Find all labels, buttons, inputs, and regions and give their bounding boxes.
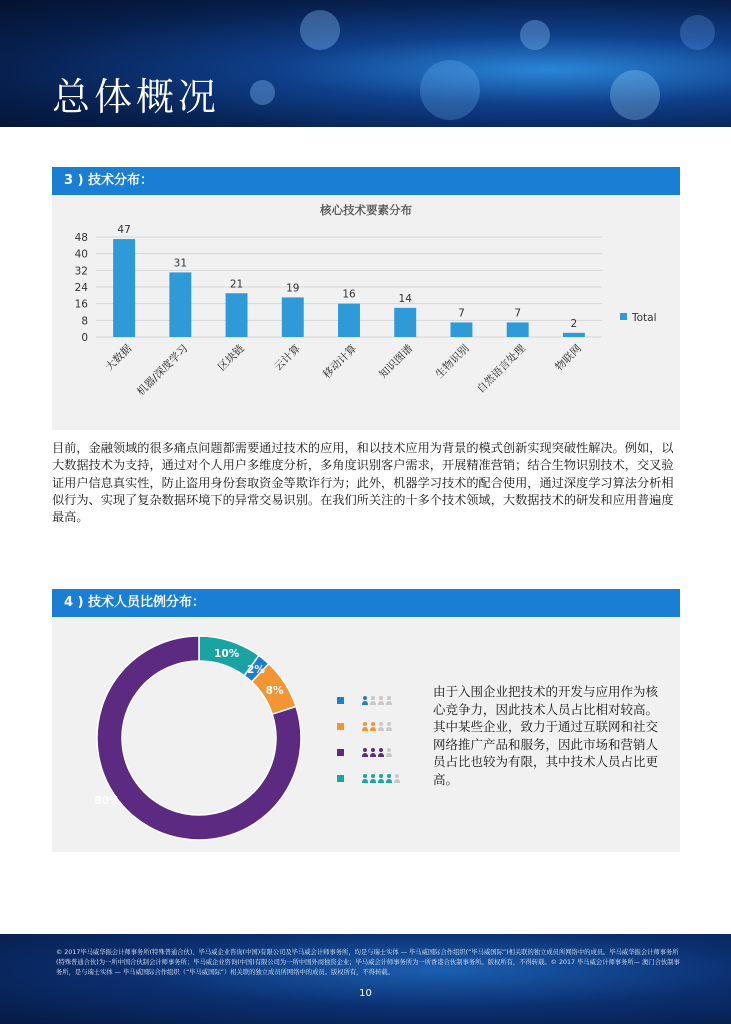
bar-value-label: 19 — [286, 282, 300, 295]
bar-value-label: 7 — [458, 307, 465, 320]
bar-value-label: 21 — [229, 278, 244, 291]
footer-copyright: © 2017毕马威华振会计师事务所(特殊普通合伙)、毕马威企业咨询(中国)有限公司及毕马威会计师事务所，均是与瑞士实体 — 毕马威国际合作组织(“毕马威国际”)相关联的独立成员所网络中的成员。毕马威华振会计师事务所(特殊普通合伙)为一所中国合伙制会计师事务所；毕马威企业咨询(中国)有限公司为一所中国外商独资企业；毕马威会计师事务所为一所香港合伙制事务所。版权所有，不得转载。© 2017 毕马威会计师事务所— 澳门合伙制事务所，是与瑞士实体 — 毕马威国际合作组织（“毕马威国际”）相关联的独立成员所网络中的成员。版权所有，不得转载。 — [56, 949, 680, 976]
x-tick-label: 云计算 — [272, 342, 303, 374]
legend-swatch — [620, 313, 627, 320]
donut-slice-label: 80% — [94, 795, 120, 807]
bar-value-label: 31 — [173, 257, 188, 270]
bar-value-label: 16 — [342, 288, 356, 301]
person-icon — [386, 696, 392, 705]
y-tick-label: 0 — [81, 332, 88, 344]
person-icon — [378, 696, 384, 705]
x-tick-label: 大数据 — [103, 342, 135, 374]
y-tick-label: 48 — [74, 232, 88, 244]
body-paragraph: 目前，金融领域的很多痛点问题都需要通过技术的应用，和以技术应用为背景的模式创新实现突破性解决。例如，以大数据技术为支持，通过对个人用户多维度分析，多角度识别客户需求，开展精准营销；结合生物识别技术，交叉验证用户信息真实性，防止盗用身份套取资金等欺诈行为；此外，机器学习技术的配合使用，通过深度学习算法分析相似行为、实现了复杂数据环境下的异常交易识别。在我们所关注的十多个技术领域，大数据技术的研发和应用普遍度最高。 — [52, 441, 674, 525]
legend-swatch — [337, 697, 344, 704]
donut-slice-label: 10% — [214, 647, 240, 660]
x-tick-label: 移动计算 — [320, 342, 360, 381]
bar-value-label: 47 — [117, 224, 131, 237]
person-icon — [370, 748, 376, 757]
bar — [226, 293, 248, 337]
bar — [282, 297, 304, 337]
y-tick-label: 24 — [74, 282, 88, 294]
person-icon — [370, 696, 376, 705]
person-icon — [378, 774, 384, 783]
y-tick-label: 16 — [74, 298, 88, 311]
person-icon — [370, 774, 376, 783]
donut-slice-label: 8% — [265, 685, 284, 698]
bar — [113, 239, 135, 337]
person-icon — [362, 722, 368, 731]
footer-banner — [0, 934, 731, 1024]
bar — [450, 322, 472, 337]
bar-value-label: 2 — [570, 317, 578, 330]
bar — [394, 308, 416, 337]
person-icon — [362, 748, 368, 757]
person-icon — [370, 722, 376, 731]
legend-swatch — [337, 723, 344, 730]
legend-swatch — [337, 775, 344, 782]
person-icon — [386, 748, 392, 757]
person-icon — [378, 722, 384, 731]
section-3-header: 3 ) 技术分布： — [52, 167, 680, 195]
x-tick-label: 物联网 — [553, 342, 585, 374]
bar — [338, 304, 360, 337]
x-tick-label: 自然语言处理 — [474, 342, 528, 396]
x-tick-label: 知识图谱 — [377, 342, 416, 381]
donut-slice-label: 2% — [247, 664, 265, 677]
legend-swatch — [337, 749, 344, 756]
legend-label: Total — [632, 312, 657, 324]
person-icon — [378, 748, 384, 757]
bar-chart — [52, 195, 680, 430]
bar — [169, 272, 191, 337]
x-tick-label: 区块链 — [215, 342, 247, 374]
person-icon — [394, 774, 400, 783]
bar — [507, 322, 529, 337]
y-tick-label: 8 — [81, 315, 88, 328]
x-tick-label: 生物识别 — [433, 342, 472, 381]
bar — [563, 333, 585, 337]
person-icon — [386, 774, 392, 783]
bar-value-label: 7 — [514, 307, 522, 320]
y-tick-label: 32 — [74, 265, 88, 278]
section-4-header: 4 ) 技术人员比例分布： — [52, 589, 680, 617]
y-tick-label: 40 — [74, 248, 88, 261]
person-icon — [362, 774, 368, 783]
page-number: 10 — [359, 988, 372, 999]
person-icon — [362, 696, 368, 705]
staff-ratio-description: 由于入围企业把技术的开发与应用作为核心竞争力，因此技术人员占比相对较高。其中某些企业，致力于通过互联网和社交网络推广产品和服务，因此市场和营销人员占比也较为有限，其中技术人员占比更高。 — [433, 684, 659, 787]
header-banner — [0, 0, 731, 127]
person-icon — [386, 722, 392, 731]
x-tick-label: 机器/深度学习 — [134, 342, 191, 399]
bar-chart-panel — [52, 195, 680, 430]
page-title: 总体概况 — [52, 75, 221, 119]
chart-title: 核心技术要素分布 — [320, 203, 412, 217]
bar-value-label: 14 — [398, 292, 412, 305]
